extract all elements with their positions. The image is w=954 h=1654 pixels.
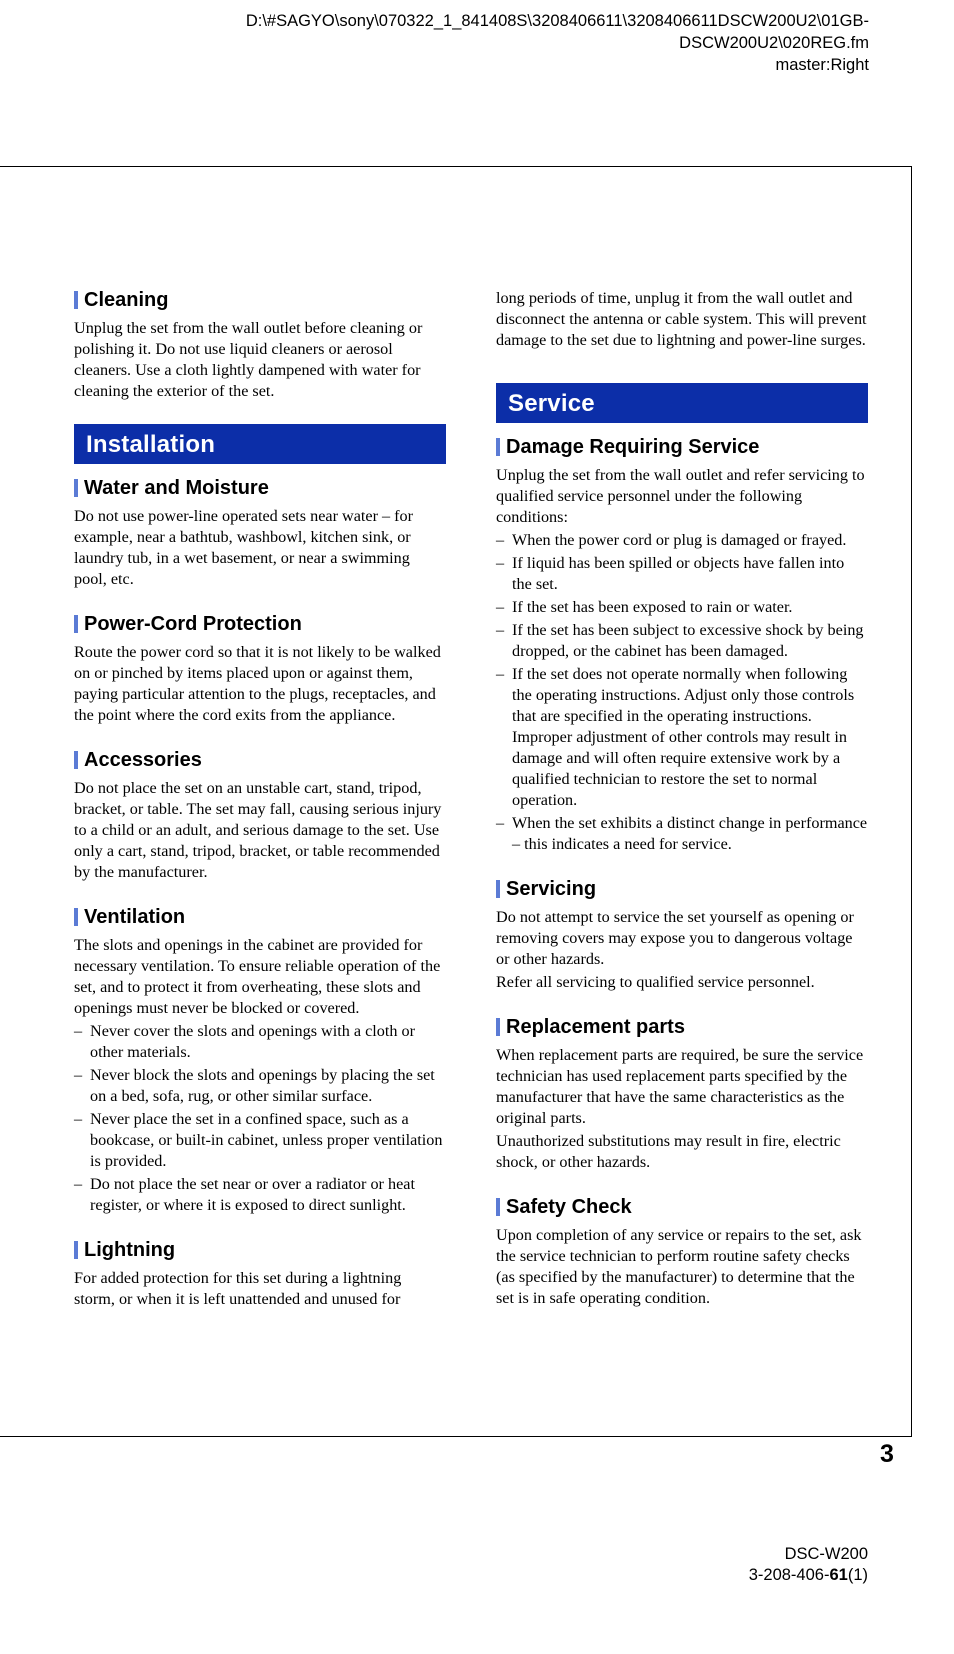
left-column	[74, 288, 446, 1312]
frame-top-rule	[0, 166, 912, 167]
water-heading: Water and Moisture	[74, 476, 446, 500]
ventilation-text: The slots and openings in the cabinet are provided for necessary ventilation. To ensure reliable operation of the set, and to protect it from overheating, these slots and openings must never be blocked or covered.	[74, 936, 441, 1017]
damage-text: Unplug the set from the wall outlet and refer servicing to qualified service personnel under the following conditions:	[496, 466, 865, 526]
file-path-line-2: DSCW200U2\020REG.fm	[679, 34, 869, 52]
heading-bar-icon	[74, 1241, 78, 1259]
document-code: 3-208-406-61(1)	[748, 1566, 868, 1584]
powercord-text: Route the power cord so that it is not likely to be walked on or pinched by items placed upon or against them, paying particular attention to the plugs, receptacles, and the point where the cord exits from the appliance.	[74, 643, 441, 724]
list-item: – If the set has been exposed to rain or water.	[496, 597, 868, 618]
accessories-heading: Accessories	[74, 748, 446, 772]
heading-bar-icon	[74, 291, 78, 309]
heading-bar-icon	[496, 1198, 500, 1216]
safety-text: Upon completion of any service or repairs to the set, ask the service technician to perform routine safety checks (as specified by the manufacturer) to determine that the set is in safe operating condition.	[496, 1226, 862, 1307]
heading-bar-icon	[496, 880, 500, 898]
lightning-text-continued: long periods of time, unplug it from the wall outlet and disconnect the antenna or cable system. This will prevent damage to the set due to lightning and power-line surges.	[496, 289, 867, 349]
cleaning-heading: Cleaning	[74, 288, 446, 312]
installation-banner: Installation	[74, 424, 446, 464]
heading-bar-icon	[496, 1018, 500, 1036]
service-banner: Service	[496, 383, 868, 423]
lightning-heading: Lightning	[74, 1238, 446, 1262]
servicing-text-1: Do not attempt to service the set yourself as opening or removing covers may expose you to dangerous voltage or other hazards.	[496, 908, 854, 968]
servicing-heading: Servicing	[496, 877, 868, 901]
damage-list	[496, 530, 868, 855]
file-path-header	[246, 10, 869, 76]
heading-bar-icon	[74, 479, 78, 497]
frame-bottom-rule	[0, 1436, 912, 1437]
safety-heading: Safety Check	[496, 1195, 868, 1219]
list-item: – Never place the set in a confined space, such as a bookcase, or built-in cabinet, unless proper ventilation is provided.	[74, 1109, 446, 1172]
master-label: master:Right	[775, 56, 869, 74]
list-item: – If liquid has been spilled or objects have fallen into the set.	[496, 553, 868, 595]
powercord-heading: Power-Cord Protection	[74, 612, 446, 636]
page-number: 3	[880, 1440, 894, 1468]
damage-heading: Damage Requiring Service	[496, 435, 868, 459]
model-number: DSC-W200	[784, 1545, 868, 1563]
list-item: – If the set has been subject to excessive shock by being dropped, or the cabinet has been damaged.	[496, 620, 868, 662]
frame-right-rule	[911, 166, 912, 1437]
replacement-heading: Replacement parts	[496, 1015, 868, 1039]
list-item: – When the power cord or plug is damaged or frayed.	[496, 530, 868, 551]
heading-bar-icon	[74, 751, 78, 769]
file-path-line-1: D:\#SAGYO\sony\070322_1_841408S\3208406611\3208406611DSCW200U2\01GB-	[245, 12, 869, 30]
list-item: – When the set exhibits a distinct change in performance – this indicates a need for service.	[496, 813, 868, 855]
replacement-text-2: Unauthorized substitutions may result in fire, electric shock, or other hazards.	[496, 1132, 841, 1171]
cleaning-text: Unplug the set from the wall outlet before cleaning or polishing it. Do not use liquid cleaners or aerosol cleaners. Use a cloth lightly dampened with water for cleaning the exterior of the set.	[74, 319, 423, 400]
list-item: – Never block the slots and openings by placing the set on a bed, sofa, rug, or other similar surface.	[74, 1065, 446, 1107]
replacement-text-1: When replacement parts are required, be sure the service technician has used replacement parts specified by the manufacturer that have the same characteristics as the original parts.	[496, 1046, 864, 1127]
ventilation-list	[74, 1021, 446, 1216]
list-item: – Never cover the slots and openings with a cloth or other materials.	[74, 1021, 446, 1063]
heading-bar-icon	[496, 438, 500, 456]
accessories-text: Do not place the set on an unstable cart, stand, tripod, bracket, or table. The set may fall, causing serious injury to a child or an adult, and serious damage to the set. Use only a cart, stand, tripod, bracket, or table recommended by the manufacturer.	[74, 779, 442, 881]
heading-bar-icon	[74, 908, 78, 926]
footer	[749, 1544, 868, 1586]
list-item: – If the set does not operate normally when following the operating instructions. Adjust only those controls that are specified in the operating instructions. Improper adjustment of other controls may result in damage and will often require extensive work by a qualified technician to restore the set to normal operation.	[496, 664, 868, 811]
servicing-text-2: Refer all servicing to qualified service personnel.	[496, 973, 815, 991]
heading-bar-icon	[74, 615, 78, 633]
list-item: – Do not place the set near or over a radiator or heat register, or where it is exposed to direct sunlight.	[74, 1174, 446, 1216]
lightning-text: For added protection for this set during a lightning storm, or when it is left unattended and unused for	[74, 1269, 402, 1308]
water-text: Do not use power-line operated sets near water – for example, near a bathtub, washbowl, kitchen sink, or laundry tub, in a wet basement, or near a swimming pool, etc.	[74, 507, 414, 588]
ventilation-heading: Ventilation	[74, 905, 446, 929]
right-column	[496, 288, 868, 1311]
